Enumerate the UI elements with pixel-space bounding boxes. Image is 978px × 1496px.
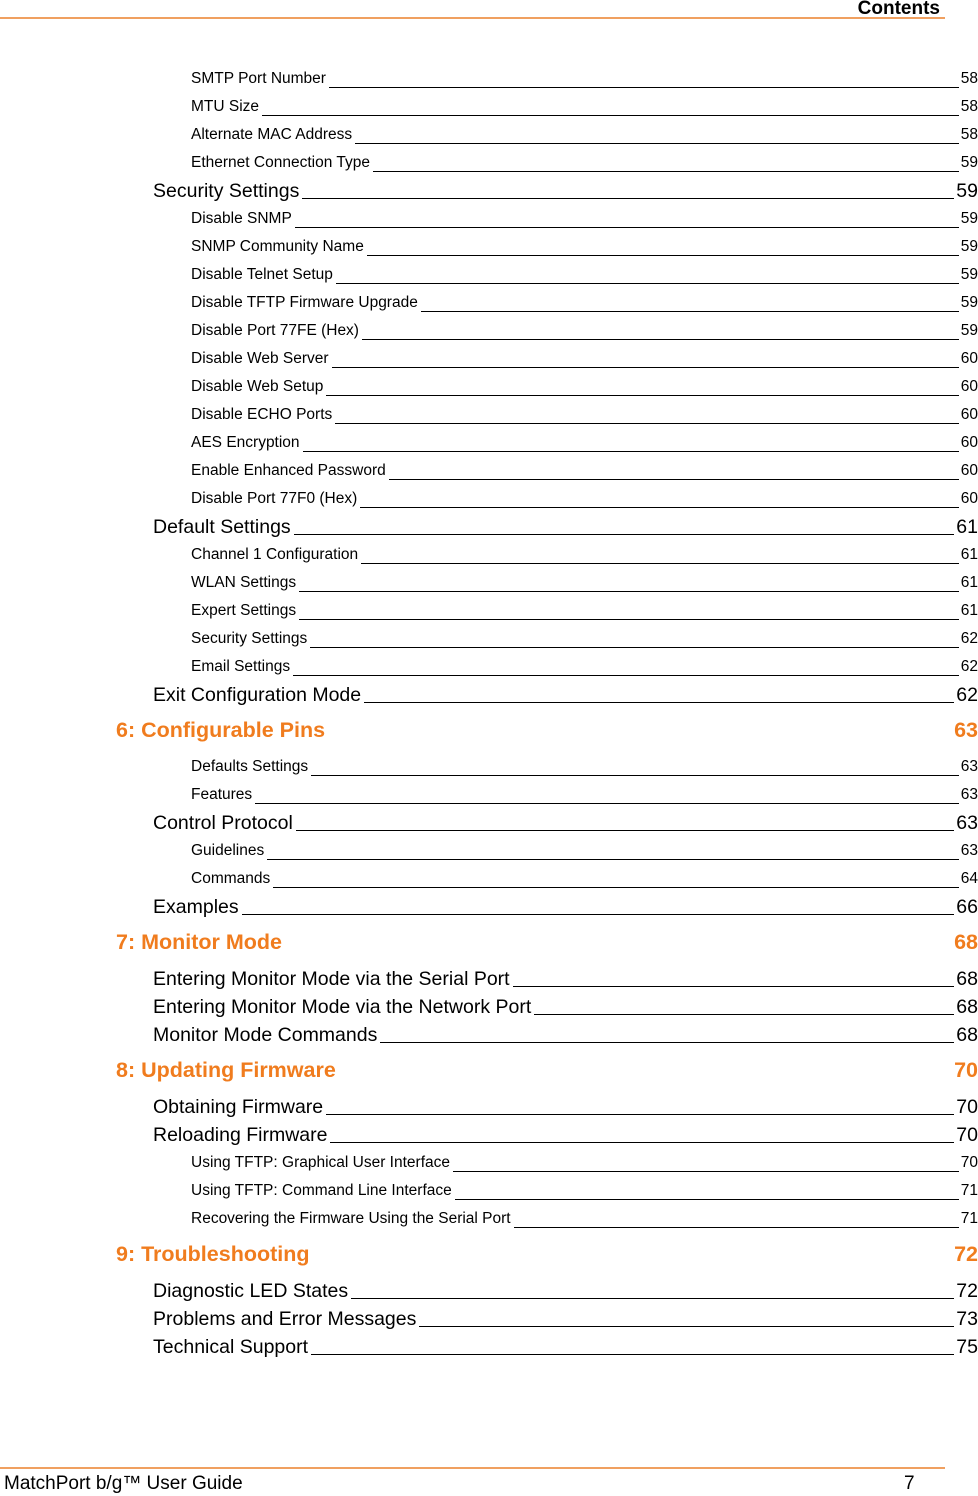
toc-entry-page: 60 xyxy=(960,406,978,423)
toc-entry[interactable] xyxy=(153,810,978,836)
toc-entry[interactable] xyxy=(191,838,978,864)
toc-entry-title: Expert Settings xyxy=(191,602,297,619)
toc-entry-page: 71 xyxy=(960,1182,978,1199)
toc-entry[interactable] xyxy=(191,654,978,680)
toc-entry-title: Alternate MAC Address xyxy=(191,126,353,143)
toc-entry[interactable] xyxy=(191,206,978,232)
toc-entry-page: 63 xyxy=(960,786,978,803)
toc-entry[interactable] xyxy=(191,234,978,260)
toc-entry-title: Email Settings xyxy=(191,658,291,675)
toc-entry[interactable] xyxy=(191,318,978,344)
toc-entry-page: 68 xyxy=(956,968,978,990)
toc-entry-title: Disable Telnet Setup xyxy=(191,266,333,283)
toc-entry[interactable] xyxy=(153,514,978,540)
toc-entry-page: 60 xyxy=(960,462,978,479)
toc-entry-page: 60 xyxy=(960,434,978,451)
toc-leader-line xyxy=(262,115,959,116)
toc-entry-page: 59 xyxy=(960,294,978,311)
toc-leader-line xyxy=(373,171,959,172)
toc-entry[interactable] xyxy=(191,486,978,512)
toc-entry-page: 64 xyxy=(960,870,978,887)
toc-entry-title: Disable ECHO Ports xyxy=(191,406,333,423)
toc-entry-page: 58 xyxy=(960,126,978,143)
toc-leader-line xyxy=(326,395,958,396)
toc-leader-line xyxy=(421,311,959,312)
toc-entry[interactable] xyxy=(153,994,978,1020)
toc-entry-page: 63 xyxy=(956,812,978,834)
toc-entry[interactable] xyxy=(191,66,978,92)
toc-entry-title: Features xyxy=(191,786,253,803)
toc-entry-page: 66 xyxy=(956,896,978,918)
toc-leader-line xyxy=(534,1014,954,1015)
toc-leader-line xyxy=(364,702,954,703)
toc-entry[interactable] xyxy=(191,1178,978,1204)
toc-entry-page: 62 xyxy=(960,630,978,647)
toc-entry-title: Security Settings xyxy=(153,180,300,202)
toc-entry-title: SNMP Community Name xyxy=(191,238,364,255)
toc-entry[interactable] xyxy=(191,94,978,120)
toc-entry-page: 58 xyxy=(960,98,978,115)
toc-entry-title: Problems and Error Messages xyxy=(153,1308,417,1330)
toc-leader-line xyxy=(242,914,955,915)
toc-leader-line xyxy=(332,367,959,368)
toc-leader-line xyxy=(455,1199,959,1200)
toc-leader-line xyxy=(296,830,954,831)
toc-entry-page: 70 xyxy=(960,1154,978,1171)
toc-leader-line xyxy=(329,87,959,88)
toc-entry-title: Disable Port 77FE (Hex) xyxy=(191,322,359,339)
toc-entry[interactable] xyxy=(191,1206,978,1232)
toc-entry[interactable] xyxy=(153,1334,978,1360)
toc-entry-title: MTU Size xyxy=(191,98,260,115)
toc-entry-title: WLAN Settings xyxy=(191,574,297,591)
toc-entry[interactable] xyxy=(191,782,978,808)
toc-entry-title: 6: Configurable Pins xyxy=(116,718,326,742)
toc-entry-page: 61 xyxy=(960,546,978,563)
toc-leader-line xyxy=(367,255,959,256)
toc-entry-page: 68 xyxy=(954,930,978,954)
toc-leader-line xyxy=(267,859,959,860)
toc-leader-line xyxy=(380,1042,954,1043)
toc-entry-title: Using TFTP: Command Line Interface xyxy=(191,1182,452,1199)
toc-entry-title: SMTP Port Number xyxy=(191,70,326,87)
toc-entry-title: Reloading Firmware xyxy=(153,1124,328,1146)
toc-entry-page: 60 xyxy=(960,490,978,507)
toc-leader-line xyxy=(360,507,958,508)
toc-entry-title: Exit Configuration Mode xyxy=(153,684,362,706)
toc-entry-title: 7: Monitor Mode xyxy=(116,930,283,954)
toc-leader-line xyxy=(330,1142,954,1143)
toc-entry-page: 63 xyxy=(954,718,978,742)
header-divider xyxy=(0,17,945,19)
toc-leader-line xyxy=(355,143,959,144)
toc-entry-page: 68 xyxy=(956,996,978,1018)
toc-entry-title: Disable Port 77F0 (Hex) xyxy=(191,490,358,507)
toc-entry[interactable] xyxy=(153,1122,978,1148)
toc-entry-title: Ethernet Connection Type xyxy=(191,154,370,171)
toc-entry-title: Monitor Mode Commands xyxy=(153,1024,378,1046)
toc-entry-page: 70 xyxy=(954,1058,978,1082)
toc-entry-page: 63 xyxy=(960,758,978,775)
toc-entry-title: Disable SNMP xyxy=(191,210,292,227)
toc-entry-title: Entering Monitor Mode via the Serial Port xyxy=(153,968,510,990)
toc-leader-line xyxy=(303,451,959,452)
toc-entry-page: 68 xyxy=(956,1024,978,1046)
toc-chapter-entry[interactable] xyxy=(116,928,978,956)
footer-divider xyxy=(0,1467,945,1469)
toc-chapter-entry[interactable] xyxy=(116,1240,978,1268)
toc-entry-page: 59 xyxy=(956,180,978,202)
toc-entry[interactable] xyxy=(191,122,978,148)
toc-entry[interactable] xyxy=(191,262,978,288)
toc-entry-title: Examples xyxy=(153,896,239,918)
toc-leader-line xyxy=(295,227,959,228)
toc-entry-title: Channel 1 Configuration xyxy=(191,546,359,563)
toc-entry-page: 59 xyxy=(960,210,978,227)
toc-leader-line xyxy=(453,1171,959,1172)
toc-entry-title: Guidelines xyxy=(191,842,265,859)
toc-entry-page: 61 xyxy=(960,574,978,591)
toc-leader-line xyxy=(362,339,959,340)
footer-page-number: 7 xyxy=(904,1473,915,1494)
toc-entry[interactable] xyxy=(191,1150,978,1176)
toc-leader-line xyxy=(302,198,954,199)
toc-leader-line xyxy=(310,647,958,648)
toc-entry-title: Obtaining Firmware xyxy=(153,1096,324,1118)
toc-leader-line xyxy=(351,1298,954,1299)
toc-entry-page: 58 xyxy=(960,70,978,87)
toc-entry[interactable] xyxy=(191,570,978,596)
toc-leader-line xyxy=(293,675,959,676)
toc-leader-line xyxy=(514,1227,959,1228)
toc-entry-page: 72 xyxy=(956,1280,978,1302)
toc-entry-page: 62 xyxy=(956,684,978,706)
toc-entry[interactable] xyxy=(191,598,978,624)
toc-entry-title: Entering Monitor Mode via the Network Port xyxy=(153,996,532,1018)
toc-entry-title: Recovering the Firmware Using the Serial Port xyxy=(191,1210,511,1227)
toc-entry[interactable] xyxy=(153,894,978,920)
toc-entry[interactable] xyxy=(191,754,978,780)
toc-leader-line xyxy=(299,591,959,592)
toc-entry-page: 70 xyxy=(956,1096,978,1118)
toc-entry[interactable] xyxy=(153,682,978,708)
toc-leader-line xyxy=(389,479,959,480)
toc-entry-page: 75 xyxy=(956,1336,978,1358)
toc-entry[interactable] xyxy=(191,150,978,176)
toc-entry[interactable] xyxy=(153,1094,978,1120)
toc-entry-title: Technical Support xyxy=(153,1336,309,1358)
toc-entry-title: Control Protocol xyxy=(153,812,293,834)
toc-leader-line xyxy=(311,1354,954,1355)
footer-guide-title: MatchPort b/g™ User Guide xyxy=(4,1473,243,1494)
toc-entry[interactable] xyxy=(191,374,978,400)
toc-leader-line xyxy=(273,887,959,888)
toc-leader-line xyxy=(335,423,958,424)
toc-entry[interactable] xyxy=(153,1306,978,1332)
toc-entry[interactable] xyxy=(153,1022,978,1048)
toc-entry[interactable] xyxy=(153,178,978,204)
toc-entry-page: 73 xyxy=(956,1308,978,1330)
toc-entry[interactable] xyxy=(191,402,978,428)
toc-entry-page: 63 xyxy=(960,842,978,859)
toc-entry-page: 72 xyxy=(954,1242,978,1266)
toc-leader-line xyxy=(299,619,959,620)
toc-entry-title: Defaults Settings xyxy=(191,758,309,775)
toc-entry-page: 62 xyxy=(960,658,978,675)
toc-entry-title: Default Settings xyxy=(153,516,291,538)
toc-entry-page: 70 xyxy=(956,1124,978,1146)
toc-leader-line xyxy=(336,283,959,284)
toc-chapter-entry[interactable] xyxy=(116,716,978,744)
toc-entry[interactable] xyxy=(191,626,978,652)
toc-entry[interactable] xyxy=(153,966,978,992)
toc-entry-title: Disable Web Server xyxy=(191,350,329,367)
toc-leader-line xyxy=(326,1114,954,1115)
toc-entry-page: 59 xyxy=(960,238,978,255)
toc-leader-line xyxy=(361,563,959,564)
toc-entry-title: Enable Enhanced Password xyxy=(191,462,386,479)
toc-leader-line xyxy=(513,986,955,987)
toc-leader-line xyxy=(294,534,955,535)
toc-entry[interactable] xyxy=(191,290,978,316)
toc-entry[interactable] xyxy=(191,430,978,456)
toc-entry[interactable] xyxy=(191,346,978,372)
toc-entry-title: Disable Web Setup xyxy=(191,378,324,395)
toc-leader-line xyxy=(419,1326,954,1327)
toc-entry-page: 60 xyxy=(960,350,978,367)
page-header-title: Contents xyxy=(857,0,940,19)
toc-entry-title: Diagnostic LED States xyxy=(153,1280,349,1302)
toc-entry-page: 71 xyxy=(960,1210,978,1227)
toc-entry-title: Using TFTP: Graphical User Interface xyxy=(191,1154,450,1171)
toc-entry-page: 60 xyxy=(960,378,978,395)
toc-entry[interactable] xyxy=(191,866,978,892)
toc-entry-page: 59 xyxy=(960,154,978,171)
toc-entry-title: 8: Updating Firmware xyxy=(116,1058,336,1082)
toc-entry-page: 59 xyxy=(960,266,978,283)
toc-entry-page: 61 xyxy=(956,516,978,538)
toc-entry[interactable] xyxy=(191,542,978,568)
toc-entry-title: Security Settings xyxy=(191,630,308,647)
toc-entry[interactable] xyxy=(153,1278,978,1304)
toc-entry-title: Disable TFTP Firmware Upgrade xyxy=(191,294,418,311)
toc-entry-title: 9: Troubleshooting xyxy=(116,1242,310,1266)
toc-chapter-entry[interactable] xyxy=(116,1056,978,1084)
toc-leader-line xyxy=(255,803,959,804)
toc-entry-page: 59 xyxy=(960,322,978,339)
toc-entry-title: AES Encryption xyxy=(191,434,300,451)
toc-entry-page: 61 xyxy=(960,602,978,619)
toc-entry-title: Commands xyxy=(191,870,271,887)
toc-leader-line xyxy=(311,775,959,776)
toc-entry[interactable] xyxy=(191,458,978,484)
